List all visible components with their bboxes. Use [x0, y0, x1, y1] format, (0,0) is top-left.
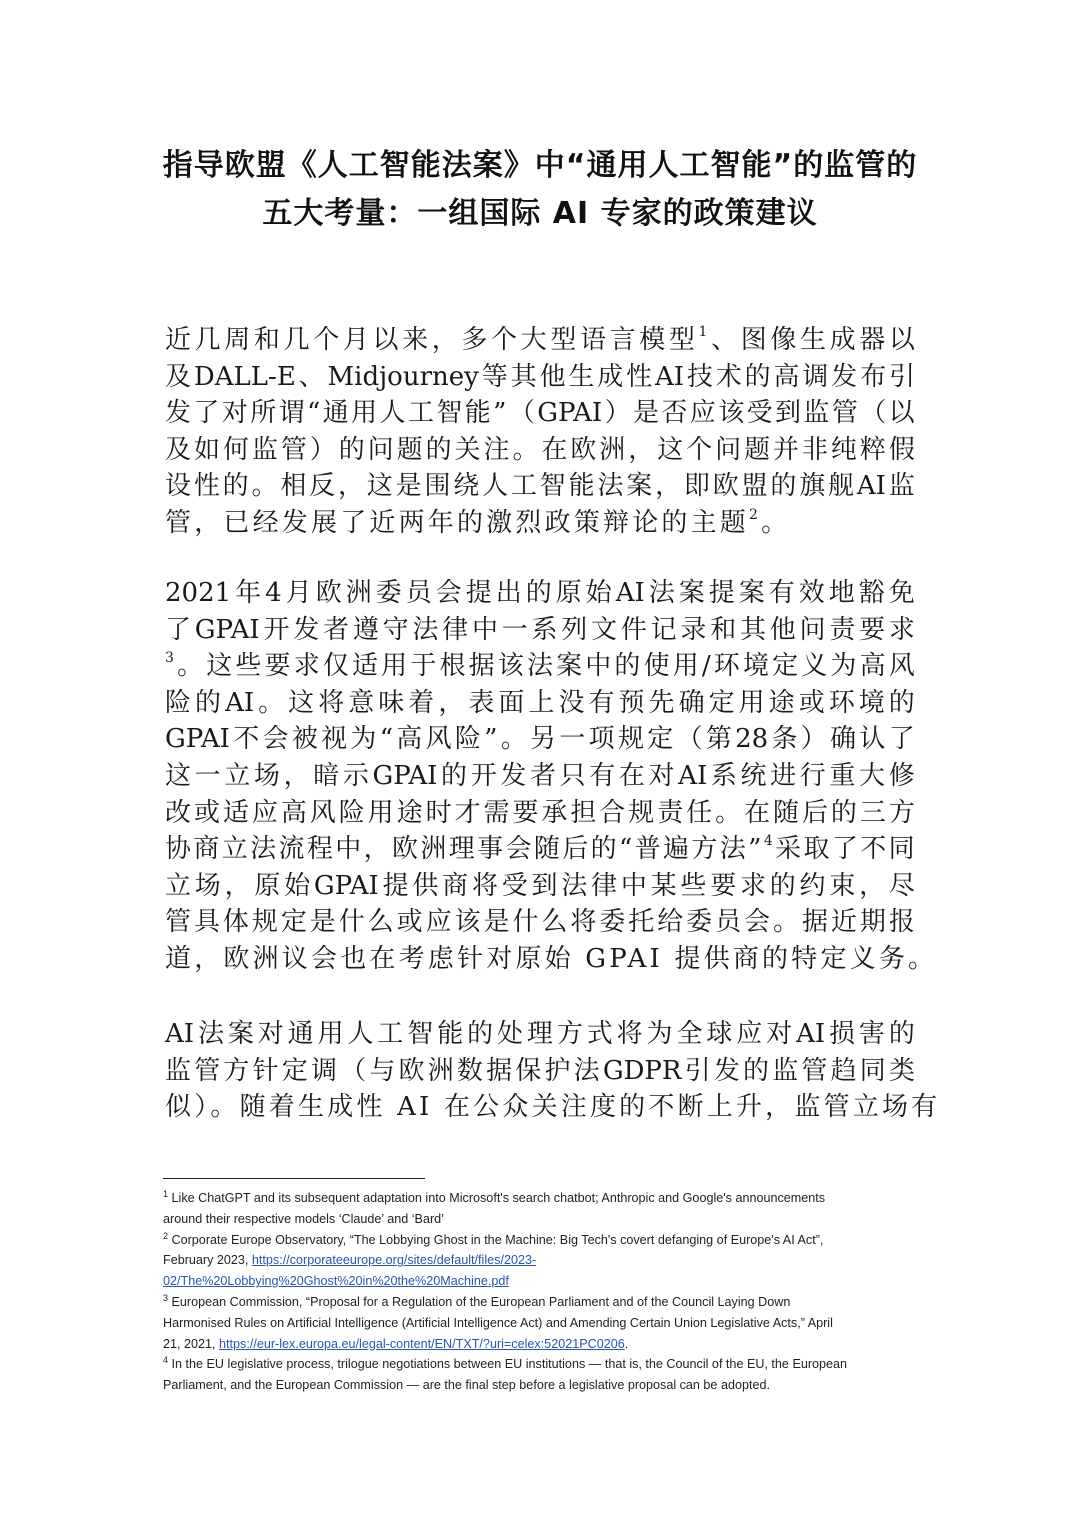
paragraph-line: AI 法 案 对 通 用 人 工 智 能 的 处 理 方 式 将 为 全 球 应 对 AI 损 害 的	[165, 1019, 915, 1049]
document-title-line-1: 指导欧盟《人工智能法案》中“通用人工智能”的监管的	[162, 148, 918, 183]
footnote-link[interactable]: 02/The%20Lobbying%20Ghost%20in%20the%20Machine.pdf	[163, 1274, 509, 1289]
footnote-number: 4	[163, 1355, 169, 1366]
footnote-line: 21, 2021, https://eur-lex.europa.eu/legal-content/EN/TXT/?uri=celex:52021PC0206.	[163, 1336, 629, 1351]
paragraph-line: 道，欧洲议会也在考虑针对原始 GPAI 提供商的特定义务。	[165, 943, 938, 974]
footnote-number: 1	[163, 1189, 169, 1199]
footnote-line: $^2$ Corporate Europe Observatory, “The Lobbying Ghost in the Machine: Big Tech's covert defanging of Europe's AI Act”,	[163, 1230, 824, 1247]
paragraph-3	[165, 1016, 941, 1126]
paragraph-line: 2021 年 4 月 欧 洲 委 员 会 提 出 的 原 始 AI 法 案 提 案 有 效 地 豁 免	[165, 578, 915, 608]
paragraph-line: 监 管 方 针 定 调 （ 与 欧 洲 数 据 保 护 法 GDPR 引 发 的 监 管 趋 同 类	[165, 1055, 915, 1086]
footnote-1	[163, 1188, 923, 1230]
paragraph-line: GPAI 不 会 被 视 为 “ 高 风 险 ” 。 另 一 项 规 定 （ 第 28 条 ） 确 认 了	[165, 724, 915, 755]
footnotes	[163, 1188, 923, 1396]
footnote-number: 2	[163, 1230, 169, 1241]
paragraph-line: 改 或 适 应 高 风 险 用 途 时 才 需 要 承 担 合 规 责 任 。 在 随 后 的 三 方	[165, 797, 915, 828]
footnote-line: $^1$ Like ChatGPT and its subsequent adaptation into Microsoft's search chatbot; Anthropic and Google's announcements	[163, 1189, 826, 1205]
document-title-line-2: 五大考量：一组国际 AI 专家的政策建议	[262, 196, 818, 231]
paragraph-line: 协 商 立 法 流 程 中 ， 欧 洲 理 事 会 随 后 的 “ 普 遍 方 法 ” 4 采 取 了 不 同	[165, 831, 915, 868]
footnote-3	[163, 1292, 923, 1354]
paragraph-line: 险 的 AI 。 这 将 意 味 着 ， 表 面 上 没 有 预 先 确 定 用 途 或 环 境 的	[165, 687, 915, 718]
paragraph-line: 3 。 这 些 要 求 仅 适 用 于 根 据 该 法 案 中 的 使 用 / 环 境 定 义 为 高 风	[165, 648, 915, 685]
footnote-ref[interactable]: 4	[763, 833, 773, 850]
footnote-number: 3	[163, 1292, 169, 1303]
footnote-line: around their respective models ‘Claude’ and ‘Bard’	[163, 1211, 444, 1226]
footnote-line: $^4$ In the EU legislative process, trilogue negotiations between EU institutions — that is, the Council of the EU, the European	[163, 1355, 848, 1372]
footnote-separator	[163, 1178, 425, 1179]
footnote-line: February 2023, https://corporateeurope.org/sites/default/files/2023-	[163, 1253, 537, 1268]
paragraph-line: 近 几 周 和 几 个 月 以 来 ， 多 个 大 型 语 言 模 型 1 、 图 像 生 成 器 以	[165, 322, 915, 359]
footnote-line	[163, 1271, 923, 1292]
paragraph-line: 及 如 何 监 管 ） 的 问 题 的 关 注 。 在 欧 洲 ， 这 个 问 题 并 非 纯 粹 假	[165, 434, 915, 465]
paragraph-line: 立 场 ， 原 始 GPAI 提 供 商 将 受 到 法 律 中 某 些 要 求 的 约 束 ， 尽	[165, 870, 915, 901]
footnote-line: $^3$ European Commission, “Proposal for a Regulation of the European Parliament and of the Council Laying Down	[163, 1292, 791, 1309]
footnote-ref[interactable]: 1	[698, 324, 708, 340]
footnote-ref[interactable]: 3	[165, 650, 174, 667]
paragraph-2	[165, 575, 938, 978]
paragraph-line: 发 了 对 所 谓 “ 通 用 人 工 智 能 ” （ GPAI ） 是 否 应 该 受 到 监 管 （ 以	[165, 398, 915, 429]
paragraph-line: 设 性 的 。 相 反 ， 这 是 围 绕 人 工 智 能 法 案 ， 即 欧 盟 的 旗 舰 AI 监	[165, 471, 915, 502]
paragraph-line: 了 GPAI 开 发 者 遵 守 法 律 中 一 系 列 文 件 记 录 和 其 他 问 责 要 求	[165, 614, 915, 645]
paragraph-line: 这 一 立 场 ， 暗 示 GPAI 的 开 发 者 只 有 在 对 AI 系 统 进 行 重 大 修	[165, 760, 915, 791]
paragraph-line: 管 具 体 规 定 是 什 么 或 应 该 是 什 么 将 委 托 给 委 员 会 。 据 近 期 报	[165, 907, 915, 938]
footnote-4	[163, 1354, 923, 1396]
footnote-link[interactable]: https://eur-lex.europa.eu/legal-content/EN/TXT/?uri=celex:52021PC0206	[219, 1336, 625, 1351]
footnote-link[interactable]: https://corporateeurope.org/sites/default/files/2023-	[251, 1253, 537, 1268]
footnote-2	[163, 1230, 923, 1292]
paragraph-line: 管，已经发展了近两年的激烈政策辩论的主题 2 。	[165, 505, 915, 542]
paragraph-1	[165, 322, 915, 542]
footnote-line: Parliament, and the European Commission — are the final step before a legislative proposal can be adopted.	[163, 1378, 770, 1393]
footnote-ref[interactable]: 2	[749, 506, 762, 523]
paragraph-line: 及 DALL-E 、 Midjourney 等 其 他 生 成 性 AI 技 术 的 高 调 发 布 引	[165, 361, 915, 392]
footnote-line: Harmonised Rules on Artificial Intelligence (Artificial Intelligence Act) and Amending Certain Union Legislative Acts,” April	[163, 1315, 833, 1330]
paragraph-line: 似）。随着生成性 AI 在公众关注度的不断上升，监管立场有	[165, 1092, 941, 1123]
